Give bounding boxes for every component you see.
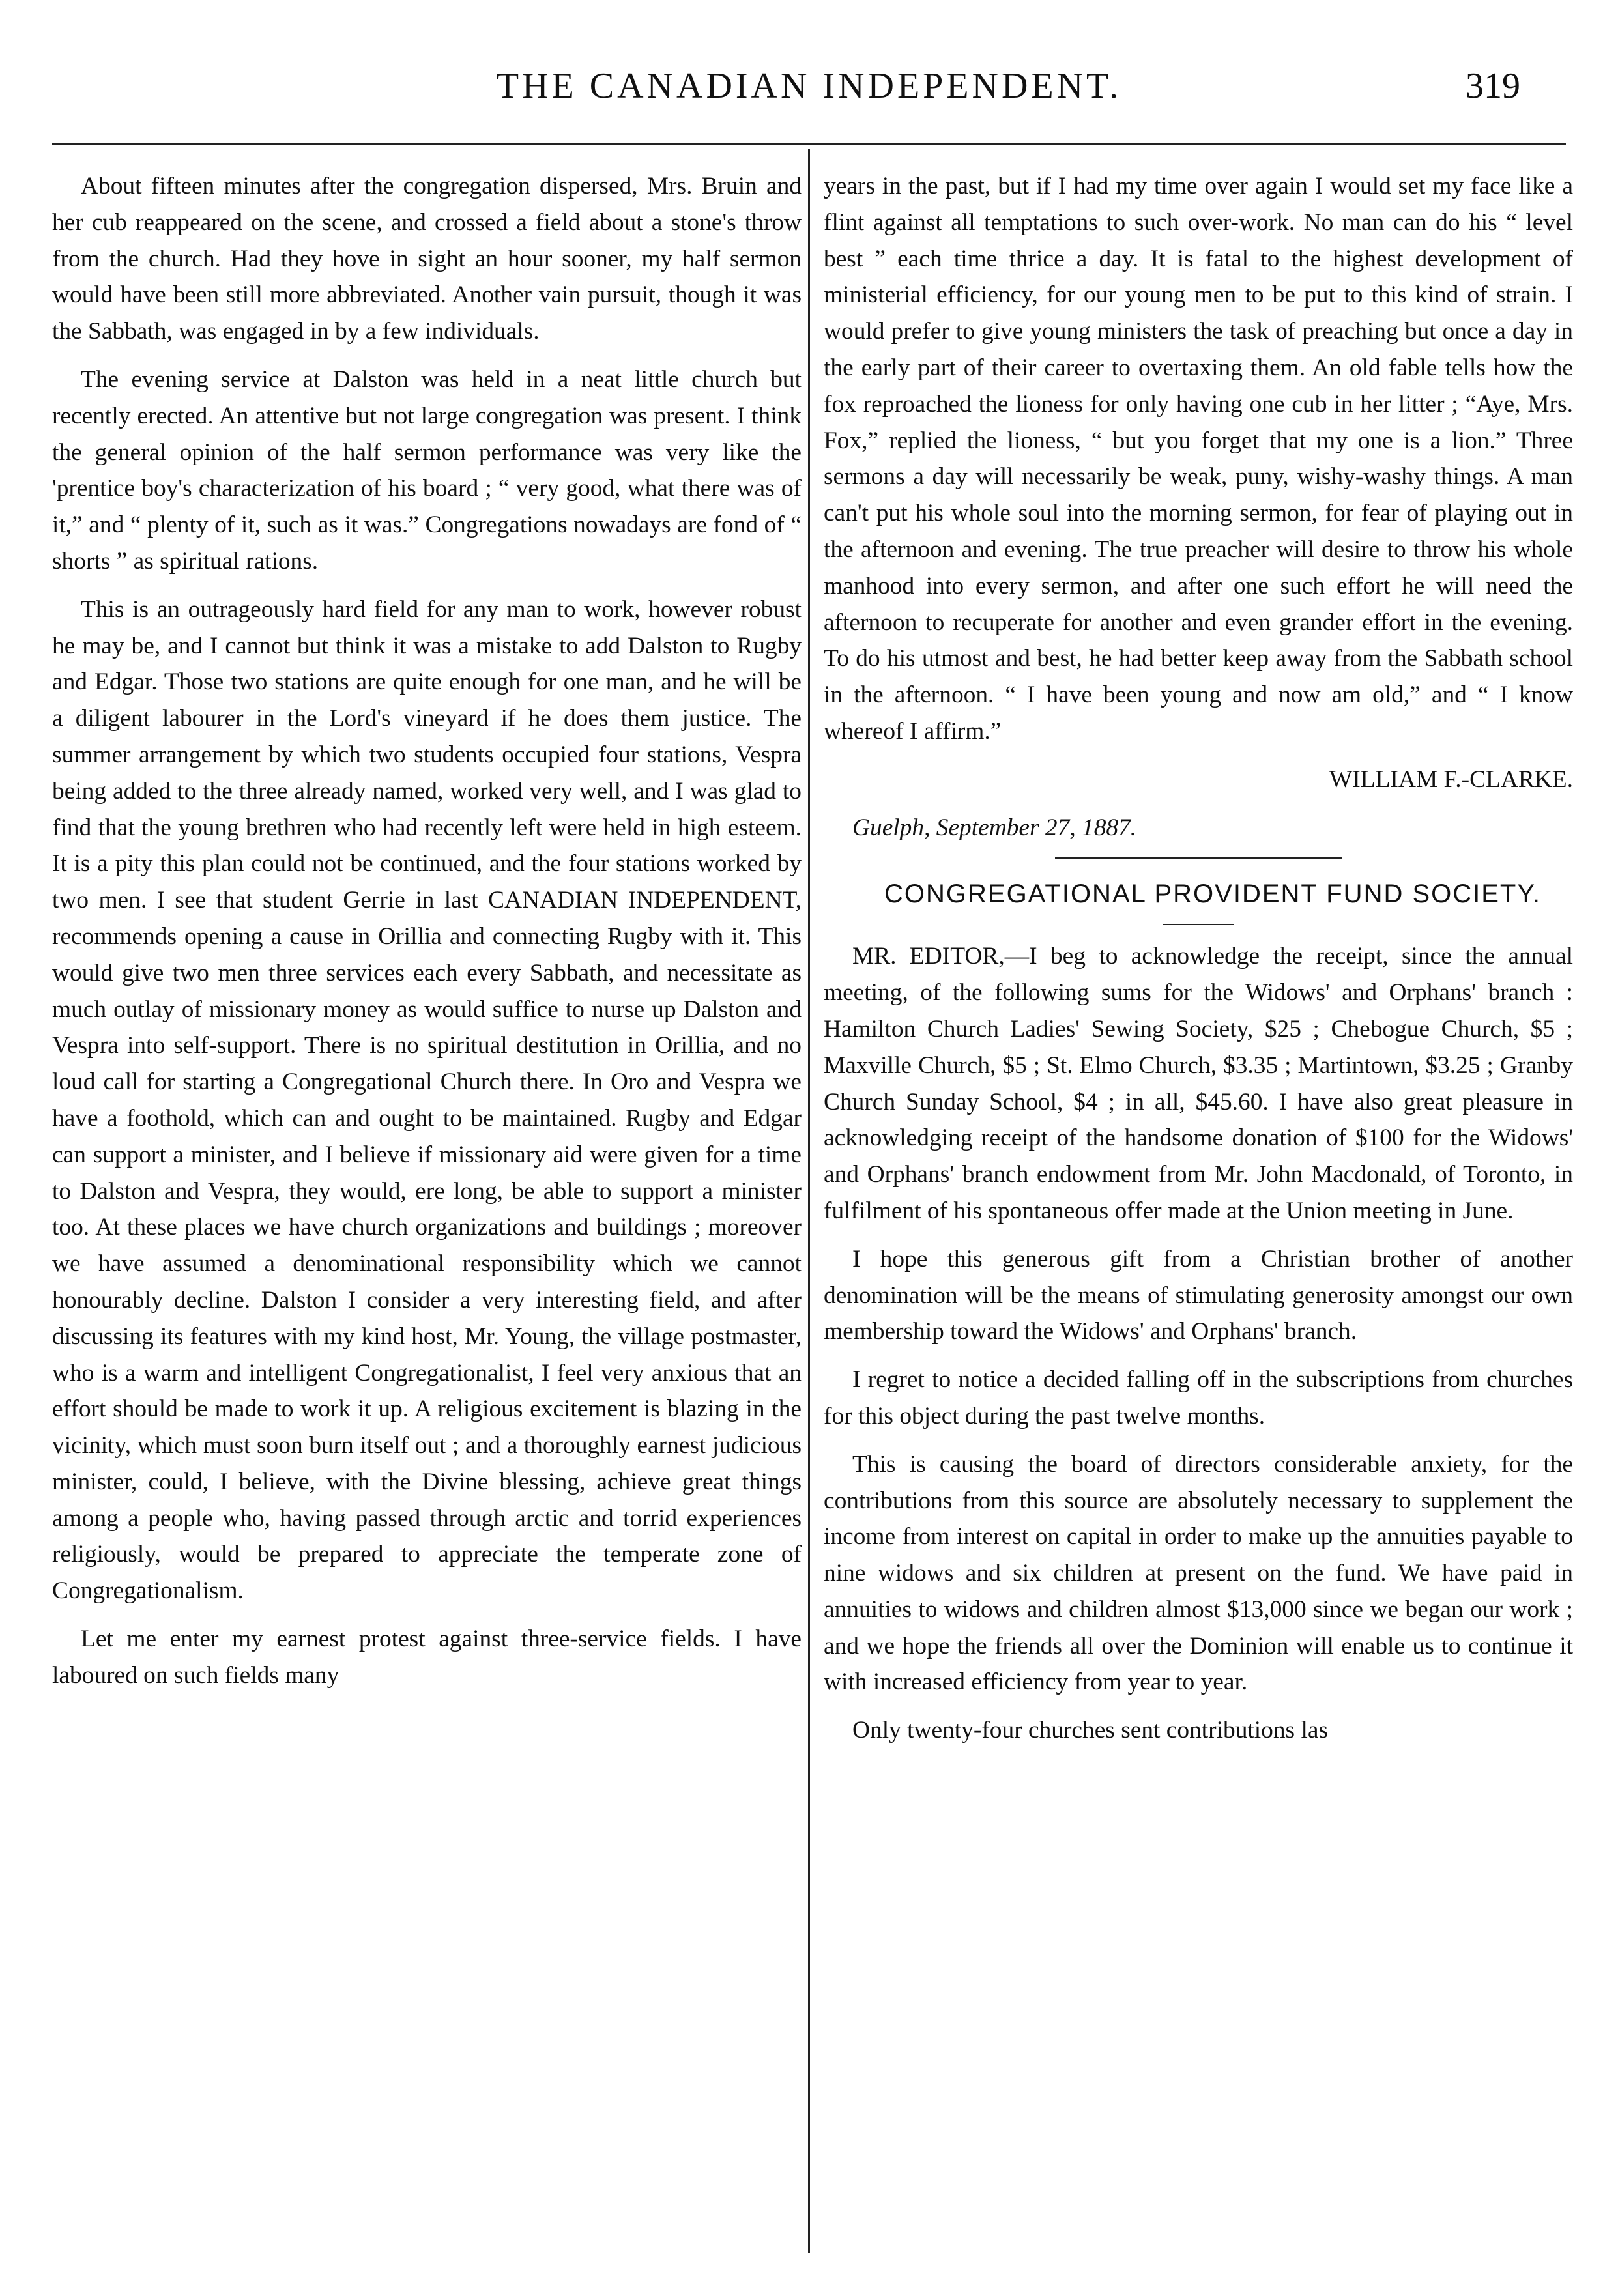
paragraph [824,938,1573,1229]
right-column [824,168,1573,1760]
paragraph: This is causing the board of directors considerable anxiety, for the contributions from this source are absolutely necessary to supplement the income from interest on capital in order to make up the annuities payable to nine widows and six children at present on the fund. We have paid in annuities to widows and children almost $13,000 since we began our work ; and we hope the friends all over the Dominion will enable us to continue it with increased efficiency from year to year. [824,1450,1573,1696]
paragraph-text: —I beg to acknowledge the receipt, since the annual meeting, of the following sums for the Widows' and Orphans' branch : Hamilton Church Ladies' Sewing Society, $25 ; Chebogue Church, $5 ; Maxville Church, $5 ; St. Elmo Church, $3.35 ; Martintown, $3.25 ; Granby Church Sunday School, $4 ; in all, $45.60. I have also great pleasure in acknowledging receipt of the handsome donation of $100 for the Widows' and Orphans' branch endowment from Mr. John Macdonald, of Toronto, in fulfilment of his spontaneous offer made at the Union meeting in June. [824,943,1573,1224]
paragraph: I regret to notice a decided falling off in the subscriptions from churches for this object during the past twelve months. [824,1366,1573,1429]
dateline: Guelph, September 27, 1887. [852,814,1137,841]
paragraph: Let me enter my earnest protest against three-service fields. I have laboured on such fields many [52,1626,802,1689]
header-rule [52,143,1566,145]
salutation: MR. EDITOR, [852,943,1005,970]
paragraph: About fifteen minutes after the congregation dispersed, Mrs. Bruin and her cub reappeared on the scene, and crossed a field about a stone's throw from the church. Had they hove in sight an hour sooner, my half sermon would have been still more abbreviated. Another vain pursuit, though it was the Sabbath, was engaged in by a few individuals. [52,173,802,345]
author-signature: WILLIAM F.-CLARKE. [1329,766,1573,793]
page-header [52,65,1566,124]
section-divider [1055,857,1342,859]
paragraph: This is an outrageously hard field for any man to work, however robust he may be, and I cannot but think it was a mistake to add Dalston to Rugby and Edgar. Those two stations are quite enough for one man, and he will be a diligent labourer in the Lord's vineyard if he does them justice. The summer arrangement by which two students occupied four stations, Vespra being added to the three already named, worked very well, and I was glad to find that the young brethren who had recently left were held in high esteem. It is a pity this plan could not be continued, and the four stations worked by two men. I see that student Gerrie in last CANADIAN INDEPENDENT, recommends opening a cause in Orillia and connecting Rugby with it. This would give two men three services each every Sabbath, and necessitate as much outlay of missionary money as would suffice to nurse up Dalston and Vespra into self-support. There is no spiritual destitution in Orillia, and no loud call for starting a Congregational Church there. In Oro and Vespra we have a foothold, which can and ought to be maintained. Rugby and Edgar can support a minister, and I believe if missionary aid were given for a time to Dalston and Vespra, they would, ere long, be able to support a minister too. At these places we have church organizations and buildings ; moreover we have assumed a denominational responsibility which we cannot honourably decline. Dalston I consider a very interesting field, and after discussing its features with my kind host, Mr. Young, the village postmaster, who is a warm and intelligent Congregationalist, I feel very anxious that an effort should be made to work it up. A religious excitement is blazing in the vicinity, which must soon burn itself out ; and a thoroughly earnest judicious minister, could, I believe, with the Divine blessing, achieve great things among a people who, having passed through arctic and torrid experiences religiously, would be prepared to appreciate the temperate zone of Congregationalism. [52,596,802,1605]
left-column [52,168,802,1706]
article-heading: CONGREGATIONAL PROVIDENT FUND SOCIETY. [884,880,1541,909]
paragraph: I hope this generous gift from a Christian brother of another denomination will be the means of stimulating generosity amongst our own membership toward the Widows' and Orphans' branch. [824,1245,1573,1345]
paragraph: The evening service at Dalston was held in a neat little church but recently erected. An attentive but not large congregation was present. I think the general opinion of the half sermon performance was very like the 'prentice boy's characterization of his board ; “ very good, what there was of it,” and “ plenty of it, such as it was.” Congregations nowadays are fond of “ shorts ” as spiritual rations. [52,366,802,575]
column-rule [808,149,810,2253]
page-number: 319 [1466,66,1520,106]
paragraph: Only twenty-four churches sent contributions las [852,1717,1328,1744]
publication-title: THE CANADIAN INDEPENDENT. [496,66,1122,106]
continued-paragraph: years in the past, but if I had my time over again I would set my face like a flint against all temptations to such over-work. No man can do his “ level best ” each time thrice a day. It is fatal to the highest development of ministerial efficiency, for our young men to be put to this kind of strain. I would prefer to give young ministers the task of preaching but once a day in the early part of their career to overtaxing them. An old fable tells how the fox reproached the lioness for only having one cub in her litter ; “Aye, Mrs. Fox,” replied the lioness, “ but you forget that my one is a lion.” Three sermons a day will necessarily be weak, puny, wishy-washy things. A man can't put his whole soul into the morning sermon, for fear of playing out in the afternoon and evening. The true preacher will desire to throw his whole manhood into every sermon, and after one such effort he will need the afternoon to recuperate for another and even grander effort in the evening. To do his utmost and best, he had better keep away from the Sabbath school in the afternoon. “ I have been young and now am old,” and “ I know whereof I affirm.” [824,173,1573,745]
heading-rule [1163,924,1234,925]
